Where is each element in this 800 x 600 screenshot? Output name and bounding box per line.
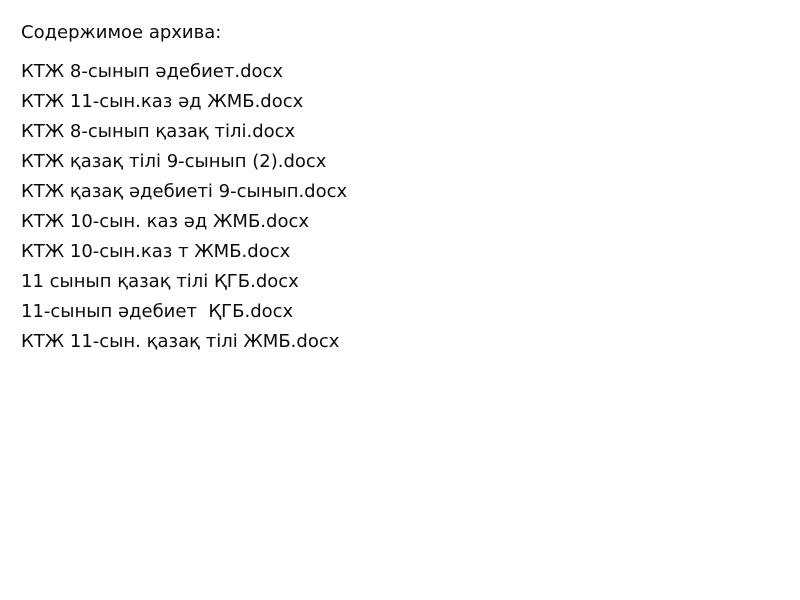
file-list (21, 57, 800, 357)
file-list-item: КТЖ 11-сын.каз әд ЖМБ.docx (21, 91, 304, 112)
file-list-item: КТЖ қазақ әдебиеті 9-сынып.docx (21, 181, 348, 202)
file-list-item: КТЖ 10-сын.каз т ЖМБ.docx (21, 241, 291, 262)
file-list-item: 11-сынып әдебиет ҚГБ.docx (21, 301, 294, 322)
file-list-item: КТЖ 8-сынып қазақ тілі.docx (21, 121, 296, 142)
file-list-item: КТЖ 8-сынып әдебиет.docx (21, 61, 284, 82)
page-title: Содержимое архива: (21, 22, 222, 43)
file-list-item: 11 сынып қазақ тілі ҚГБ.docx (21, 271, 299, 292)
file-list-item: КТЖ 10-сын. каз әд ЖМБ.docx (21, 211, 310, 232)
file-list-item: КТЖ қазақ тілі 9-сынып (2).docx (21, 151, 327, 172)
file-list-item: КТЖ 11-сын. қазақ тілі ЖМБ.docx (21, 331, 340, 352)
